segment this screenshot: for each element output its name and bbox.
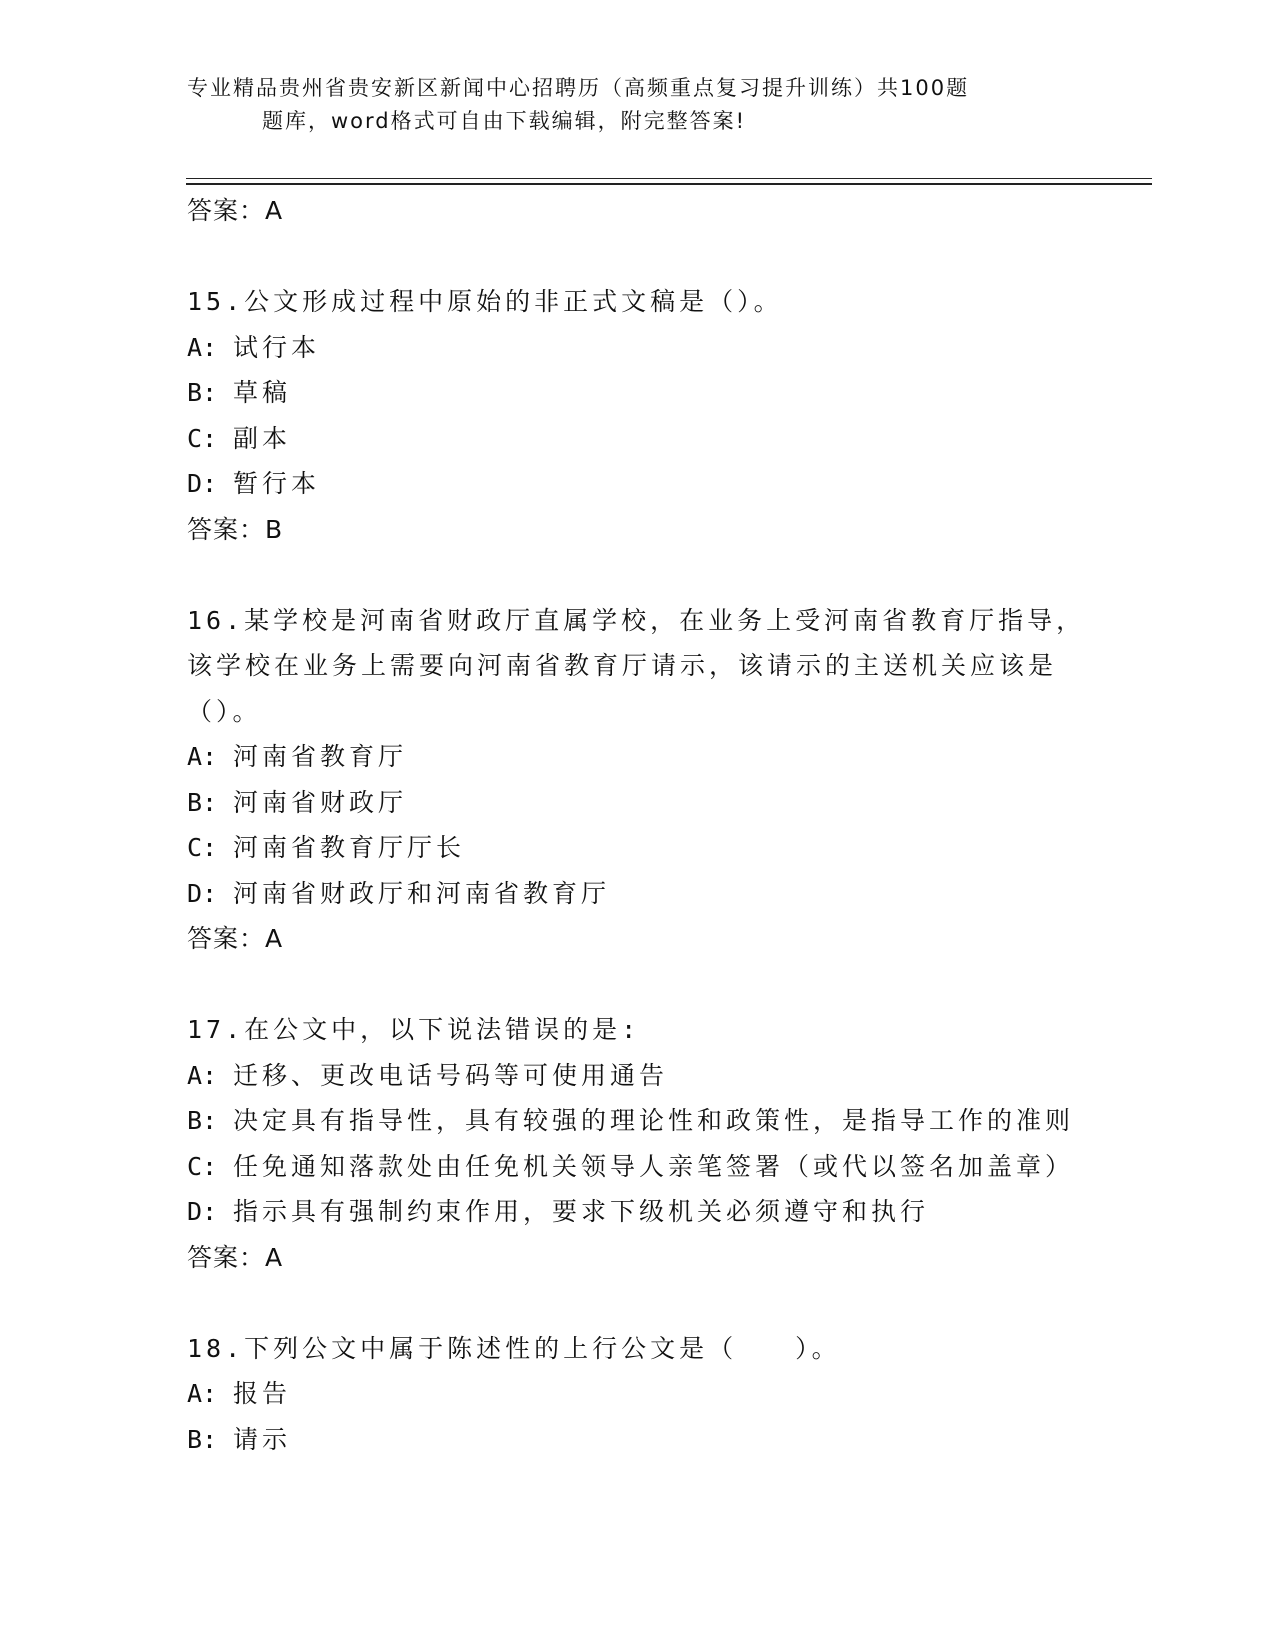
answer-option	[187, 1053, 1127, 1099]
question-block	[187, 1326, 1127, 1463]
option-letter: B:	[187, 1106, 218, 1135]
option-letter: C:	[187, 833, 218, 862]
question-block	[187, 598, 1127, 962]
option-text: 报告	[233, 1379, 292, 1408]
question-text: 17.在公文中，以下说法错误的是:	[187, 1015, 641, 1044]
question-list	[187, 279, 1127, 1462]
option-text: 指示具有强制约束作用，要求下级机关必须遵守和执行	[233, 1197, 930, 1226]
answer-label: 答案：	[187, 1242, 266, 1272]
option-text: 河南省财政厅和河南省教育厅	[233, 878, 611, 908]
answer-line	[187, 1235, 1127, 1280]
option-letter: D:	[187, 878, 218, 908]
option-text: 迁移、更改电话号码等可使用通告	[233, 1060, 669, 1090]
option-letter: B:	[187, 787, 218, 817]
answer-line	[187, 188, 1127, 233]
question-text: （）。	[187, 696, 262, 726]
answer-option	[187, 1098, 1127, 1144]
question-text: 18.下列公文中属于陈述性的上行公文是（ ）。	[187, 1333, 841, 1363]
option-text: 试行本	[233, 332, 321, 362]
option-text: 河南省教育厅	[233, 742, 408, 771]
option-text: 草稿	[233, 378, 292, 407]
answer-label: 答案：	[187, 924, 266, 953]
option-letter: D:	[187, 469, 218, 498]
answer-label: 答案：	[187, 514, 266, 544]
answer-line	[187, 507, 1127, 552]
header-title-line-1: 专业精品贵州省贵安新区新闻中心招聘历（高频重点复习提升训练）共100题	[187, 76, 970, 100]
option-letter: C:	[187, 1151, 218, 1181]
answer-option	[187, 780, 1127, 826]
answer-option	[187, 871, 1127, 917]
answer-option	[187, 461, 1127, 507]
question-block	[187, 279, 1127, 552]
document-header	[187, 72, 1047, 138]
answer-option	[187, 325, 1127, 371]
answer-value: A	[265, 1242, 284, 1272]
option-letter: C:	[187, 423, 218, 453]
option-text: 河南省教育厅厅长	[233, 833, 466, 862]
answer-option	[187, 825, 1127, 871]
question-text: 16.某学校是河南省财政厅直属学校，在业务上受河南省教育厅指导，	[187, 605, 1086, 635]
option-letter: D:	[187, 1197, 218, 1226]
answer-option	[187, 370, 1127, 416]
answer-label: 答案：	[187, 196, 266, 225]
answer-value: B	[265, 514, 284, 544]
header-title-line-2: 题库，word格式可自由下载编辑，附完整答案!	[262, 109, 747, 133]
option-text: 副本	[233, 423, 292, 453]
answer-option	[187, 1371, 1127, 1417]
answer-option	[187, 1144, 1127, 1190]
header-divider-thick	[186, 183, 1152, 185]
answer-line	[187, 916, 1127, 961]
question-text: 15.公文形成过程中原始的非正式文稿是（）。	[187, 287, 783, 316]
answer-option	[187, 416, 1127, 462]
answer-option	[187, 1189, 1127, 1235]
answer-option	[187, 734, 1127, 780]
option-letter: A:	[187, 332, 218, 362]
answer-value: A	[265, 196, 284, 225]
option-text: 请示	[233, 1424, 292, 1454]
option-letter: A:	[187, 742, 218, 771]
option-letter: A:	[187, 1060, 218, 1090]
option-text: 任免通知落款处由任免机关领导人亲笔签署（或代以签名加盖章）	[233, 1151, 1075, 1181]
option-text: 决定具有指导性，具有较强的理论性和政策性，是指导工作的准则	[233, 1106, 1075, 1135]
answer-value: A	[265, 924, 284, 953]
answer-option	[187, 1417, 1127, 1463]
question-text: 该学校在业务上需要向河南省教育厅请示，该请示的主送机关应该是	[187, 651, 1058, 680]
option-letter: B:	[187, 1424, 218, 1454]
option-text: 河南省财政厅	[233, 787, 408, 817]
header-divider-thin	[186, 178, 1152, 179]
option-letter: A:	[187, 1379, 218, 1408]
option-letter: B:	[187, 378, 218, 407]
option-text: 暂行本	[233, 469, 321, 498]
document-body	[187, 188, 1127, 1462]
question-block	[187, 1007, 1127, 1280]
